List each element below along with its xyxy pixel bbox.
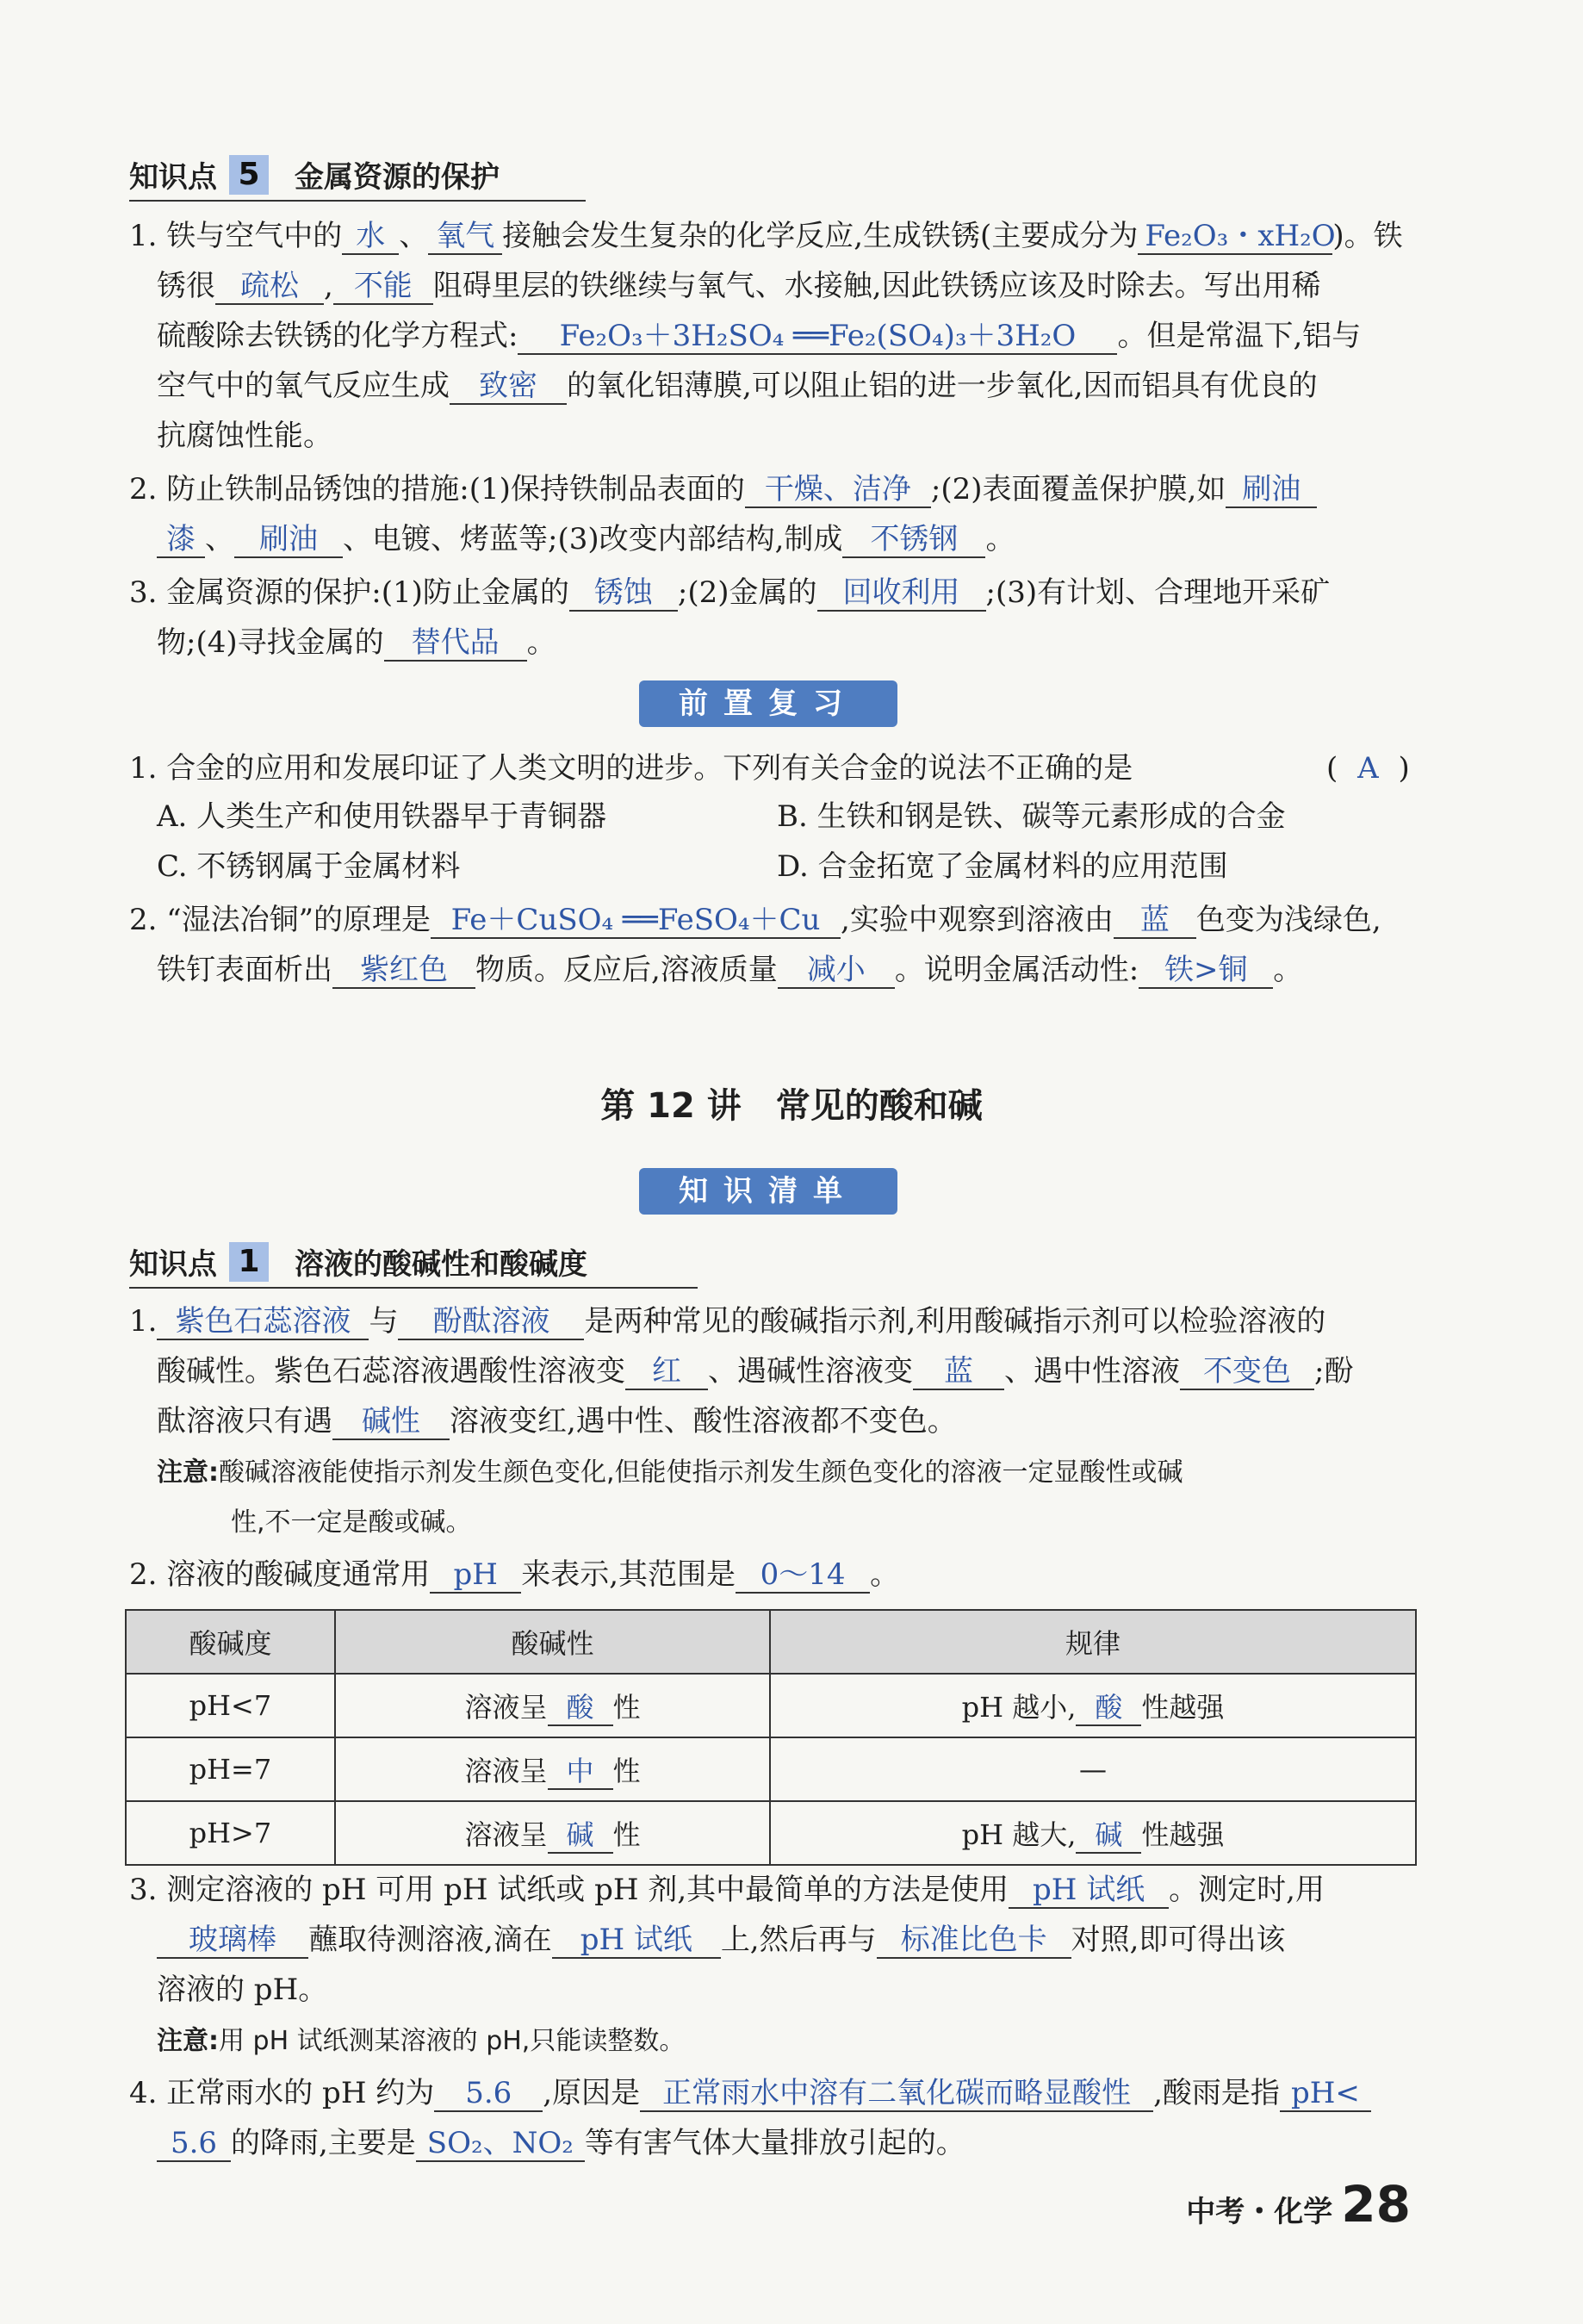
- section-banner-knowledge: 知识清单: [639, 1168, 897, 1215]
- answer-blank: 紫红色: [332, 953, 475, 989]
- answer-blank: 水: [342, 219, 399, 255]
- answer-blank: pH: [430, 1557, 521, 1594]
- answer-choice: A: [1357, 751, 1379, 786]
- ph-table: [125, 1609, 1417, 1866]
- answer-blank: 中: [548, 1754, 613, 1790]
- text-line: 3. 金属资源的保护:(1)防止金属的 锈蚀 ;(2)金属的 回收利用 ;(3)有计划、合理地开采矿: [129, 575, 1331, 610]
- answer-blank: 蓝: [1114, 903, 1196, 939]
- text-line: 5.6 的降雨,主要是 SO₂、NO₂ 等有害气体大量排放引起的。: [157, 2122, 1449, 2164]
- text-line: 铁钉表面析出 紫红色 物质。反应后,溶液质量 减小 。说明金属活动性: 铁>铜 。: [157, 953, 1303, 987]
- answer-blank: 标准比色卡: [877, 1923, 1071, 1959]
- answer-blank: pH<: [1280, 2076, 1371, 2112]
- answer-blank: 5.6: [434, 2076, 543, 2112]
- text-line: 3. 测定溶液的 pH 可用 pH 试纸或 pH 剂,其中最简单的方法是使用 pH 试纸 。测定时,用: [129, 1873, 1325, 1907]
- text-line: 1. 铁与空气中的 水 、 氧气 接触会发生复杂的化学反应,生成铁锈(主要成分为 Fe₂O₃・xH₂O)。铁: [129, 219, 1403, 253]
- table-header: 酸碱性: [335, 1610, 770, 1674]
- page-number: 28: [1341, 2175, 1411, 2234]
- chapter-title: 第 12 讲 常见的酸和碱: [600, 1086, 983, 1126]
- text-line: 物;(4)寻找金属的 替代品 。: [157, 625, 556, 660]
- answer-blank: 不能: [333, 269, 433, 305]
- text-line: 漆 、 刷油 、电镀、烤蓝等;(3)改变内部结构,制成 不锈钢 。: [157, 519, 1449, 560]
- question-line: 1. 合金的应用和发展印证了人类文明的进步。下列有关合金的说法不正确的是 ( A ): [129, 751, 1410, 786]
- answer-blank: 干燥、洁净: [745, 472, 931, 508]
- answer-blank: 5.6: [157, 2126, 231, 2162]
- answer-blank: pH 试纸: [1009, 1873, 1169, 1909]
- knowledge-point-heading: 知识点 1 溶液的酸碱性和酸碱度: [129, 1240, 587, 1283]
- kp-title: 溶液的酸碱性和酸碱度: [295, 1247, 587, 1282]
- answer-blank: Fe₂O₃・xH₂O: [1138, 219, 1332, 255]
- answer-blank: 致密: [450, 369, 567, 405]
- answer-blank: 刷油: [1226, 472, 1317, 508]
- text-line: 溶液的 pH。: [157, 1973, 328, 2007]
- text-line: 抗腐蚀性能。: [157, 419, 332, 453]
- answer-blank: 碱性: [332, 1404, 450, 1440]
- knowledge-point-heading: [129, 153, 500, 196]
- answer-blank: 酸: [1076, 1690, 1141, 1726]
- answer-blank: 氧气: [428, 219, 502, 255]
- text-line: 锈很 疏松 , 不能 阻碍里层的铁继续与氧气、水接触,因此铁锈应该及时除去。写出用稀: [157, 269, 1321, 303]
- table-row: [126, 1737, 1416, 1801]
- kp-title: 金属资源的保护: [295, 160, 500, 195]
- answer-blank: 酚酞溶液: [398, 1304, 584, 1340]
- table-row: [126, 1674, 1416, 1737]
- answer-blank: 红: [625, 1354, 708, 1390]
- answer-blank: 0～14: [736, 1557, 870, 1594]
- answer-blank: pH 试纸: [552, 1923, 721, 1959]
- kp-underline: [129, 1287, 698, 1289]
- text-line: 硫酸除去铁锈的化学方程式: Fe₂O₃＋3H₂SO₄ ══Fe₂(SO₄)₃＋3H₂O 。但是常温下,铝与: [157, 319, 1362, 353]
- table-cell: pH<7: [126, 1674, 335, 1737]
- table-header: 酸碱度: [126, 1610, 335, 1674]
- text-line: 1. 紫色石蕊溶液 与 酚酞溶液 是两种常见的酸碱指示剂,利用酸碱指示剂可以检验溶液的: [129, 1304, 1326, 1339]
- kp-underline: [129, 200, 586, 202]
- table-cell: pH 越大, 碱 性越强: [770, 1801, 1416, 1865]
- answer-blank: 正常雨水中溶有二氧化碳而略显酸性: [640, 2076, 1153, 2112]
- table-row: [126, 1801, 1416, 1865]
- answer-blank: Fe₂O₃＋3H₂SO₄ ══Fe₂(SO₄)₃＋3H₂O: [518, 319, 1117, 355]
- text-line: 空气中的氧气反应生成 致密 的氧化铝薄膜,可以阻止铝的进一步氧化,因而铝具有优良的: [157, 369, 1318, 403]
- section-banner-review: 前置复习: [639, 680, 897, 727]
- answer-blank: 玻璃棒: [157, 1923, 308, 1959]
- table-cell: pH>7: [126, 1801, 335, 1865]
- option-d: D. 合金拓宽了金属材料的应用范围: [777, 849, 1228, 884]
- table-header: 规律: [770, 1610, 1416, 1674]
- answer-blank: 蓝: [913, 1354, 1004, 1390]
- answer-blank: 锈蚀: [569, 575, 678, 612]
- answer-blank: SO₂、NO₂: [416, 2126, 585, 2162]
- answer-blank: 紫色石蕊溶液: [157, 1304, 369, 1340]
- note-line: 注意:酸碱溶液能使指示剂发生颜色变化,但能使指示剂发生颜色变化的溶液一定显酸性或碱: [157, 1457, 1183, 1488]
- kp-number: 5: [229, 155, 269, 195]
- answer-blank: 减小: [778, 953, 895, 989]
- answer-blank: 替代品: [384, 625, 527, 662]
- option-b: B. 生铁和钢是铁、碳等元素形成的合金: [777, 799, 1286, 834]
- answer-blank: 不变色: [1180, 1354, 1314, 1390]
- text-line: 4. 正常雨水的 pH 约为 5.6 ,原因是 正常雨水中溶有二氧化碳而略显酸性 ,酸雨是指 pH<: [129, 2072, 1421, 2114]
- text-line: 2. 防止铁制品锈蚀的措施:(1)保持铁制品表面的 干燥、洁净 ;(2)表面覆盖保护膜,如 刷油: [129, 469, 1421, 510]
- table-cell: pH 越小, 酸 性越强: [770, 1674, 1416, 1737]
- text-line: 玻璃棒 蘸取待测溶液,滴在 pH 试纸 上,然后再与 标准比色卡 对照,即可得出该: [157, 1919, 1449, 1960]
- table-cell: 溶液呈 中 性: [335, 1737, 770, 1801]
- table-cell: pH=7: [126, 1737, 335, 1801]
- text-line: 酞溶液只有遇 碱性 溶液变红,遇中性、酸性溶液都不变色。: [157, 1404, 957, 1439]
- answer-blank: 酸: [548, 1690, 613, 1726]
- kp-number: 1: [229, 1242, 269, 1282]
- answer-blank: 铁>铜: [1139, 953, 1273, 989]
- answer-blank: 回收利用: [817, 575, 986, 612]
- answer-blank: 不锈钢: [842, 522, 985, 558]
- answer-blank: 碱: [1076, 1818, 1141, 1854]
- option-c: C. 不锈钢属于金属材料: [157, 849, 461, 884]
- note-line: 性,不一定是酸或碱。: [231, 1507, 472, 1538]
- answer-blank: 疏松: [215, 269, 324, 305]
- answer-blank: 漆: [157, 522, 205, 558]
- text-line: 2. “湿法冶铜”的原理是 Fe＋CuSO₄ ══FeSO₄＋Cu ,实验中观察到溶液由 蓝 色变为浅绿色,: [129, 903, 1381, 937]
- table-cell: —: [770, 1737, 1416, 1801]
- table-header-row: [126, 1610, 1416, 1674]
- table-cell: 溶液呈 碱 性: [335, 1801, 770, 1865]
- table-cell: 溶液呈 酸 性: [335, 1674, 770, 1737]
- answer-blank: 碱: [548, 1818, 613, 1854]
- option-a: A. 人类生产和使用铁器早于青铜器: [157, 799, 607, 834]
- kp-label: 知识点: [129, 160, 217, 195]
- note-line: 注意:用 pH 试纸测某溶液的 pH,只能读整数。: [157, 2026, 686, 2056]
- text-line: 2. 溶液的酸碱度通常用 pH 来表示,其范围是 0～14 。: [129, 1557, 900, 1592]
- text-line: 酸碱性。紫色石蕊溶液遇酸性溶液变 红 、遇碱性溶液变 蓝 、遇中性溶液 不变色 ;酚: [157, 1354, 1354, 1389]
- answer-blank: Fe＋CuSO₄ ══FeSO₄＋Cu: [431, 903, 841, 939]
- page-footer: [1186, 2175, 1411, 2234]
- answer-blank: 刷油: [234, 522, 343, 558]
- footer-text: 中考・化学: [1186, 2195, 1333, 2229]
